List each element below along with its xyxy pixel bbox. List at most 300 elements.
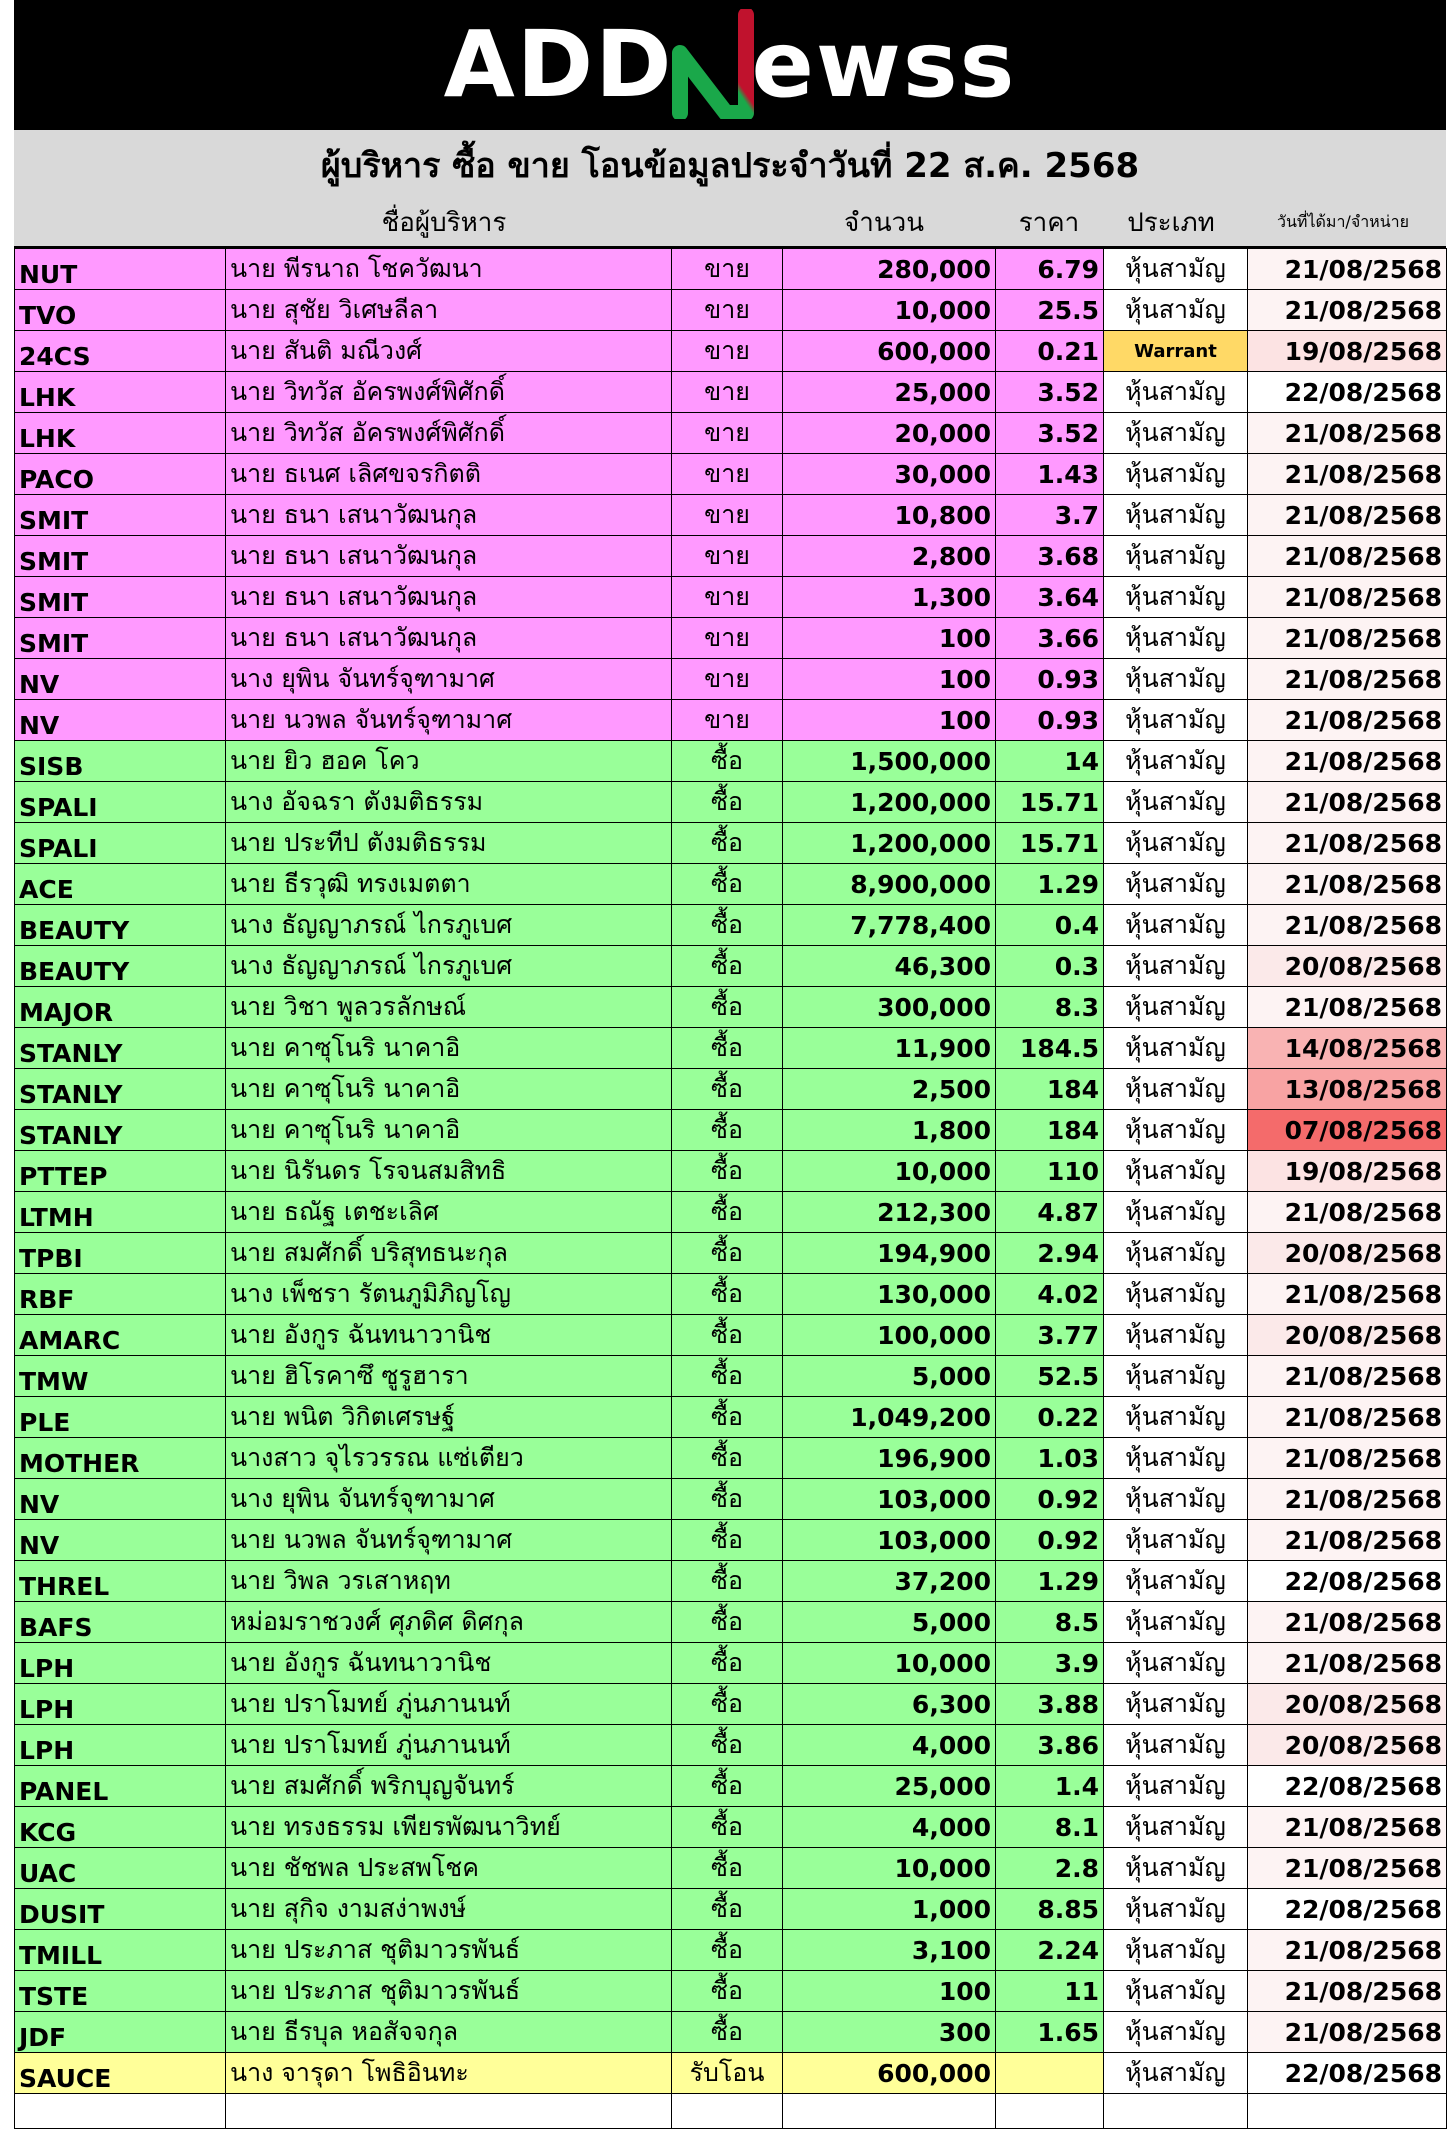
executive-name-cell: นาย สมศักดิ์ พริกบุญจันทร์ — [226, 1766, 672, 1807]
security-type-cell: Warrant — [1104, 331, 1248, 372]
executive-name-cell: นางสาว จุไรวรรณ แซ่เตียว — [226, 1438, 672, 1479]
amount-cell: 46,300 — [783, 946, 996, 987]
price-cell: 8.85 — [996, 1889, 1104, 1930]
amount-cell: 4,000 — [783, 1725, 996, 1766]
executive-name-cell: นาง ธัญญาภรณ์ ไกรภูเบศ — [226, 905, 672, 946]
amount-cell: 300,000 — [783, 987, 996, 1028]
amount-cell: 100 — [783, 659, 996, 700]
date-cell: 21/08/2568 — [1248, 1192, 1447, 1233]
executive-name-cell: นาย ฮิโรคาซึ ซูรูฮารา — [226, 1356, 672, 1397]
action-cell: ซื้อ — [672, 1110, 783, 1151]
brand-banner — [14, 0, 1446, 128]
symbol-cell: KCG — [15, 1807, 226, 1848]
security-type-cell: หุ้นสามัญ — [1104, 1807, 1248, 1848]
table-row — [15, 1971, 1447, 2012]
security-type-cell: หุ้นสามัญ — [1104, 2012, 1248, 2053]
security-type-cell: หุ้นสามัญ — [1104, 1643, 1248, 1684]
security-type-cell: หุ้นสามัญ — [1104, 1192, 1248, 1233]
date-cell: 20/08/2568 — [1248, 1684, 1447, 1725]
date-cell: 20/08/2568 — [1248, 1725, 1447, 1766]
table-row — [15, 987, 1447, 1028]
executive-name-cell: นาย อังกูร ฉันทนาวานิช — [226, 1643, 672, 1684]
amount-cell: 3,100 — [783, 1930, 996, 1971]
price-cell: 3.7 — [996, 495, 1104, 536]
executive-name-cell: นาย ธนา เสนาวัฒนกุล — [226, 536, 672, 577]
symbol-cell: BEAUTY — [15, 905, 226, 946]
amount-cell: 30,000 — [783, 454, 996, 495]
symbol-cell: SMIT — [15, 495, 226, 536]
symbol-cell: JDF — [15, 2012, 226, 2053]
table-row — [15, 1069, 1447, 1110]
symbol-cell: NV — [15, 1479, 226, 1520]
table-row — [15, 331, 1447, 372]
date-cell: 21/08/2568 — [1248, 2012, 1447, 2053]
amount-cell: 103,000 — [783, 1479, 996, 1520]
table-row — [15, 1561, 1447, 1602]
amount-cell: 100 — [783, 1971, 996, 2012]
security-type-cell: หุ้นสามัญ — [1104, 1356, 1248, 1397]
symbol-cell: LPH — [15, 1725, 226, 1766]
date-cell: 19/08/2568 — [1248, 1151, 1447, 1192]
action-cell: ซื้อ — [672, 1233, 783, 1274]
table-row — [15, 1725, 1447, 1766]
table-row — [15, 1028, 1447, 1069]
symbol-cell: LHK — [15, 372, 226, 413]
amount-cell: 1,200,000 — [783, 782, 996, 823]
action-cell: ซื้อ — [672, 946, 783, 987]
security-type-cell: หุ้นสามัญ — [1104, 1479, 1248, 1520]
security-type-cell: หุ้นสามัญ — [1104, 823, 1248, 864]
executive-name-cell: นาย ปราโมทย์ ภู่นภานนท์ — [226, 1684, 672, 1725]
n-logo-icon — [670, 9, 756, 119]
action-cell: ซื้อ — [672, 823, 783, 864]
security-type-cell: หุ้นสามัญ — [1104, 741, 1248, 782]
security-type-cell: หุ้นสามัญ — [1104, 1766, 1248, 1807]
symbol-cell: NV — [15, 659, 226, 700]
security-type-cell: หุ้นสามัญ — [1104, 1274, 1248, 1315]
action-cell: ซื้อ — [672, 782, 783, 823]
amount-cell: 194,900 — [783, 1233, 996, 1274]
action-cell: ซื้อ — [672, 1356, 783, 1397]
date-cell: 21/08/2568 — [1248, 1602, 1447, 1643]
price-cell: 3.77 — [996, 1315, 1104, 1356]
price-cell: 110 — [996, 1151, 1104, 1192]
header-price: ราคา — [1018, 208, 1080, 238]
date-cell: 21/08/2568 — [1248, 1930, 1447, 1971]
price-cell: 1.43 — [996, 454, 1104, 495]
date-cell: 21/08/2568 — [1248, 782, 1447, 823]
price-cell: 6.79 — [996, 249, 1104, 290]
price-cell: 15.71 — [996, 823, 1104, 864]
table-row — [15, 1110, 1447, 1151]
price-cell: 184.5 — [996, 1028, 1104, 1069]
amount-cell: 1,000 — [783, 1889, 996, 1930]
symbol-cell: STANLY — [15, 1069, 226, 1110]
price-cell: 3.68 — [996, 536, 1104, 577]
amount-cell: 7,778,400 — [783, 905, 996, 946]
security-type-cell: หุ้นสามัญ — [1104, 249, 1248, 290]
price-cell: 11 — [996, 1971, 1104, 2012]
amount-cell: 4,000 — [783, 1807, 996, 1848]
symbol-cell: SMIT — [15, 536, 226, 577]
logo-text-right: ewss — [751, 10, 1017, 118]
price-cell: 2.94 — [996, 1233, 1104, 1274]
executive-name-cell: นาย สมศักดิ์ บริสุทธนะกุล — [226, 1233, 672, 1274]
action-cell: ซื้อ — [672, 1069, 783, 1110]
table-row — [15, 1889, 1447, 1930]
date-cell: 21/08/2568 — [1248, 1397, 1447, 1438]
empty-cell — [15, 2094, 226, 2129]
price-cell: 1.29 — [996, 1561, 1104, 1602]
amount-cell: 5,000 — [783, 1356, 996, 1397]
action-cell: ซื้อ — [672, 1028, 783, 1069]
action-cell: ซื้อ — [672, 1643, 783, 1684]
action-cell: ซื้อ — [672, 1889, 783, 1930]
action-cell: ซื้อ — [672, 1438, 783, 1479]
symbol-cell: NV — [15, 1520, 226, 1561]
executive-name-cell: นาย นิรันดร โรจนสมสิทธิ — [226, 1151, 672, 1192]
security-type-cell: หุ้นสามัญ — [1104, 2053, 1248, 2094]
addnewss-logo — [444, 9, 1017, 119]
table-title-bar — [14, 128, 1446, 248]
empty-cell — [996, 2094, 1104, 2129]
security-type-cell: หุ้นสามัญ — [1104, 1725, 1248, 1766]
executive-name-cell: นาย ธเนศ เลิศขจรกิตติ — [226, 454, 672, 495]
amount-cell: 1,049,200 — [783, 1397, 996, 1438]
action-cell: ซื้อ — [672, 1315, 783, 1356]
action-cell: ซื้อ — [672, 1397, 783, 1438]
empty-cell — [1248, 2094, 1447, 2129]
executive-name-cell: นาย นวพล จันทร์จุฑามาศ — [226, 700, 672, 741]
action-cell: ซื้อ — [672, 1192, 783, 1233]
executive-name-cell: นาย ยิว ฮอค โคว — [226, 741, 672, 782]
price-cell: 4.02 — [996, 1274, 1104, 1315]
action-cell: ขาย — [672, 290, 783, 331]
table-row — [15, 1848, 1447, 1889]
executive-name-cell: นาย ธนา เสนาวัฒนกุล — [226, 618, 672, 659]
security-type-cell: หุ้นสามัญ — [1104, 1315, 1248, 1356]
security-type-cell: หุ้นสามัญ — [1104, 1233, 1248, 1274]
executive-name-cell: นาย วิพล วรเสาหฤท — [226, 1561, 672, 1602]
symbol-cell: MAJOR — [15, 987, 226, 1028]
table-row — [15, 1643, 1447, 1684]
symbol-cell: STANLY — [15, 1110, 226, 1151]
price-cell: 1.29 — [996, 864, 1104, 905]
security-type-cell: หุ้นสามัญ — [1104, 987, 1248, 1028]
symbol-cell: 24CS — [15, 331, 226, 372]
date-cell: 21/08/2568 — [1248, 249, 1447, 290]
date-cell: 20/08/2568 — [1248, 946, 1447, 987]
action-cell: ขาย — [672, 331, 783, 372]
security-type-cell: หุ้นสามัญ — [1104, 700, 1248, 741]
table-row — [15, 495, 1447, 536]
header-date: วันที่ได้มา/จำหน่าย — [1276, 212, 1410, 231]
table-row — [15, 1233, 1447, 1274]
executive-name-cell: นาย ชัชพล ประสพโชค — [226, 1848, 672, 1889]
amount-cell: 37,200 — [783, 1561, 996, 1602]
executive-name-cell: นาง เพ็ชรา รัตนภูมิภิญโญ — [226, 1274, 672, 1315]
security-type-cell: หุ้นสามัญ — [1104, 864, 1248, 905]
date-cell: 22/08/2568 — [1248, 1766, 1447, 1807]
action-cell: ซื้อ — [672, 741, 783, 782]
executive-name-cell: นาย สุชัย วิเศษลีลา — [226, 290, 672, 331]
symbol-cell: PACO — [15, 454, 226, 495]
security-type-cell: หุ้นสามัญ — [1104, 577, 1248, 618]
date-cell: 21/08/2568 — [1248, 536, 1447, 577]
executive-name-cell: นาย วิชา พูลวรลักษณ์ — [226, 987, 672, 1028]
date-cell: 20/08/2568 — [1248, 1315, 1447, 1356]
date-cell: 07/08/2568 — [1248, 1110, 1447, 1151]
price-cell: 4.87 — [996, 1192, 1104, 1233]
date-cell: 22/08/2568 — [1248, 1561, 1447, 1602]
date-cell: 21/08/2568 — [1248, 987, 1447, 1028]
executive-name-cell: นาย พีรนาถ โชควัฒนา — [226, 249, 672, 290]
price-cell: 15.71 — [996, 782, 1104, 823]
date-cell: 20/08/2568 — [1248, 1233, 1447, 1274]
price-cell: 184 — [996, 1110, 1104, 1151]
amount-cell: 600,000 — [783, 331, 996, 372]
table-row — [15, 372, 1447, 413]
action-cell: ซื้อ — [672, 1561, 783, 1602]
price-cell: 0.92 — [996, 1479, 1104, 1520]
date-cell: 21/08/2568 — [1248, 1438, 1447, 1479]
table-row — [15, 1684, 1447, 1725]
amount-cell: 130,000 — [783, 1274, 996, 1315]
table-row — [15, 2053, 1447, 2094]
price-cell: 0.21 — [996, 331, 1104, 372]
security-type-cell: หุ้นสามัญ — [1104, 659, 1248, 700]
action-cell: ซื้อ — [672, 1684, 783, 1725]
price-cell: 1.03 — [996, 1438, 1104, 1479]
action-cell: ซื้อ — [672, 864, 783, 905]
security-type-cell: หุ้นสามัญ — [1104, 1520, 1248, 1561]
executive-name-cell: นาย ประภาส ชุติมาวรพันธ์ — [226, 1930, 672, 1971]
action-cell: ขาย — [672, 495, 783, 536]
amount-cell: 25,000 — [783, 1766, 996, 1807]
symbol-cell: PTTEP — [15, 1151, 226, 1192]
price-cell: 14 — [996, 741, 1104, 782]
symbol-cell: NV — [15, 700, 226, 741]
price-cell: 1.65 — [996, 2012, 1104, 2053]
table-row — [15, 1930, 1447, 1971]
transactions-table — [14, 248, 1447, 2129]
header-name: ชื่อผู้บริหาร — [381, 208, 507, 238]
amount-cell: 2,800 — [783, 536, 996, 577]
executive-name-cell: นาง อัจฉรา ตังมติธรรม — [226, 782, 672, 823]
symbol-cell: LPH — [15, 1643, 226, 1684]
executive-name-cell: นาย ธณัฐ เตชะเลิศ — [226, 1192, 672, 1233]
price-cell: 8.3 — [996, 987, 1104, 1028]
executive-name-cell: นาย คาซุโนริ นาคาอิ — [226, 1110, 672, 1151]
symbol-cell: UAC — [15, 1848, 226, 1889]
date-cell: 21/08/2568 — [1248, 1520, 1447, 1561]
date-cell: 22/08/2568 — [1248, 1889, 1447, 1930]
date-cell: 21/08/2568 — [1248, 1274, 1447, 1315]
security-type-cell: หุ้นสามัญ — [1104, 1848, 1248, 1889]
price-cell: 184 — [996, 1069, 1104, 1110]
action-cell: ขาย — [672, 249, 783, 290]
action-cell: ซื้อ — [672, 1725, 783, 1766]
symbol-cell: SAUCE — [15, 2053, 226, 2094]
executive-name-cell: นาย ประภาส ชุติมาวรพันธ์ — [226, 1971, 672, 2012]
security-type-cell: หุ้นสามัญ — [1104, 618, 1248, 659]
symbol-cell: BEAUTY — [15, 946, 226, 987]
empty-row — [15, 2094, 1447, 2129]
table-row — [15, 1274, 1447, 1315]
date-cell: 21/08/2568 — [1248, 1356, 1447, 1397]
date-cell: 21/08/2568 — [1248, 618, 1447, 659]
date-cell: 22/08/2568 — [1248, 2053, 1447, 2094]
table-row — [15, 823, 1447, 864]
table-row — [15, 1151, 1447, 1192]
executive-name-cell: นาย ธีรบุล หอสัจจกุล — [226, 2012, 672, 2053]
security-type-cell: หุ้นสามัญ — [1104, 1971, 1248, 2012]
amount-cell: 196,900 — [783, 1438, 996, 1479]
empty-cell — [226, 2094, 672, 2129]
price-cell — [996, 2053, 1104, 2094]
table-row — [15, 1438, 1447, 1479]
symbol-cell: DUSIT — [15, 1889, 226, 1930]
table-row — [15, 577, 1447, 618]
price-cell: 0.22 — [996, 1397, 1104, 1438]
date-cell: 21/08/2568 — [1248, 1848, 1447, 1889]
executive-name-cell: นาย ธีรวุฒิ ทรงเมตตา — [226, 864, 672, 905]
amount-cell: 6,300 — [783, 1684, 996, 1725]
action-cell: ซื้อ — [672, 1930, 783, 1971]
date-cell: 21/08/2568 — [1248, 1479, 1447, 1520]
price-cell: 3.88 — [996, 1684, 1104, 1725]
action-cell: ซื้อ — [672, 1807, 783, 1848]
executive-name-cell: นาย วิทวัส อัครพงศ์พิศักดิ์ — [226, 372, 672, 413]
amount-cell: 300 — [783, 2012, 996, 2053]
header-type: ประเภท — [1127, 208, 1215, 238]
table-row — [15, 905, 1447, 946]
price-cell: 3.66 — [996, 618, 1104, 659]
security-type-cell: หุ้นสามัญ — [1104, 1069, 1248, 1110]
symbol-cell: MOTHER — [15, 1438, 226, 1479]
executive-name-cell: นาย ธนา เสนาวัฒนกุล — [226, 495, 672, 536]
symbol-cell: NUT — [15, 249, 226, 290]
table-row — [15, 536, 1447, 577]
symbol-cell: STANLY — [15, 1028, 226, 1069]
date-cell: 21/08/2568 — [1248, 1971, 1447, 2012]
date-cell: 21/08/2568 — [1248, 823, 1447, 864]
security-type-cell: หุ้นสามัญ — [1104, 1110, 1248, 1151]
amount-cell: 10,000 — [783, 1151, 996, 1192]
action-cell: ซื้อ — [672, 1602, 783, 1643]
security-type-cell: หุ้นสามัญ — [1104, 905, 1248, 946]
date-cell: 21/08/2568 — [1248, 1643, 1447, 1684]
price-cell: 25.5 — [996, 290, 1104, 331]
security-type-cell: หุ้นสามัญ — [1104, 1151, 1248, 1192]
date-cell: 22/08/2568 — [1248, 372, 1447, 413]
symbol-cell: SMIT — [15, 577, 226, 618]
action-cell: ขาย — [672, 577, 783, 618]
price-cell: 8.1 — [996, 1807, 1104, 1848]
price-cell: 3.64 — [996, 577, 1104, 618]
action-cell: ซื้อ — [672, 1274, 783, 1315]
amount-cell: 103,000 — [783, 1520, 996, 1561]
table-row — [15, 249, 1447, 290]
date-cell: 14/08/2568 — [1248, 1028, 1447, 1069]
executive-name-cell: นาย ทรงธรรม เพียรพัฒนาวิทย์ — [226, 1807, 672, 1848]
price-cell: 2.8 — [996, 1848, 1104, 1889]
price-cell: 52.5 — [996, 1356, 1104, 1397]
table-row — [15, 413, 1447, 454]
security-type-cell: หุ้นสามัญ — [1104, 372, 1248, 413]
security-type-cell: หุ้นสามัญ — [1104, 1889, 1248, 1930]
action-cell: รับโอน — [672, 2053, 783, 2094]
amount-cell: 100 — [783, 700, 996, 741]
table-row — [15, 1520, 1447, 1561]
table-row — [15, 864, 1447, 905]
action-cell: ซื้อ — [672, 1971, 783, 2012]
table-row — [15, 454, 1447, 495]
amount-cell: 10,800 — [783, 495, 996, 536]
action-cell: ขาย — [672, 413, 783, 454]
price-cell: 0.92 — [996, 1520, 1104, 1561]
security-type-cell: หุ้นสามัญ — [1104, 1684, 1248, 1725]
executive-name-cell: นาง ยุพิน จันทร์จุฑามาศ — [226, 659, 672, 700]
amount-cell: 10,000 — [783, 1848, 996, 1889]
symbol-cell: LPH — [15, 1684, 226, 1725]
amount-cell: 2,500 — [783, 1069, 996, 1110]
action-cell: ซื้อ — [672, 1766, 783, 1807]
symbol-cell: SISB — [15, 741, 226, 782]
date-cell: 21/08/2568 — [1248, 454, 1447, 495]
amount-cell: 8,900,000 — [783, 864, 996, 905]
executive-name-cell: นาย คาซุโนริ นาคาอิ — [226, 1069, 672, 1110]
action-cell: ซื้อ — [672, 905, 783, 946]
symbol-cell: PLE — [15, 1397, 226, 1438]
table-row — [15, 946, 1447, 987]
price-cell: 1.4 — [996, 1766, 1104, 1807]
date-cell: 21/08/2568 — [1248, 905, 1447, 946]
table-row — [15, 782, 1447, 823]
symbol-cell: SPALI — [15, 823, 226, 864]
executive-name-cell: นาง ยุพิน จันทร์จุฑามาศ — [226, 1479, 672, 1520]
amount-cell: 5,000 — [783, 1602, 996, 1643]
price-cell: 0.93 — [996, 659, 1104, 700]
symbol-cell: AMARC — [15, 1315, 226, 1356]
security-type-cell: หุ้นสามัญ — [1104, 495, 1248, 536]
action-cell: ซื้อ — [672, 1479, 783, 1520]
symbol-cell: RBF — [15, 1274, 226, 1315]
amount-cell: 11,900 — [783, 1028, 996, 1069]
executive-name-cell: นาย คาซุโนริ นาคาอิ — [226, 1028, 672, 1069]
table-row — [15, 1356, 1447, 1397]
table-row — [15, 2012, 1447, 2053]
table-row — [15, 1479, 1447, 1520]
symbol-cell: TVO — [15, 290, 226, 331]
security-type-cell: หุ้นสามัญ — [1104, 290, 1248, 331]
date-cell: 21/08/2568 — [1248, 741, 1447, 782]
symbol-cell: LHK — [15, 413, 226, 454]
amount-cell: 20,000 — [783, 413, 996, 454]
date-cell: 21/08/2568 — [1248, 577, 1447, 618]
action-cell: ซื้อ — [672, 1848, 783, 1889]
action-cell: ขาย — [672, 536, 783, 577]
security-type-cell: หุ้นสามัญ — [1104, 1397, 1248, 1438]
security-type-cell: หุ้นสามัญ — [1104, 1028, 1248, 1069]
amount-cell: 10,000 — [783, 1643, 996, 1684]
date-cell: 19/08/2568 — [1248, 331, 1447, 372]
table-row — [15, 290, 1447, 331]
amount-cell: 1,500,000 — [783, 741, 996, 782]
symbol-cell: ACE — [15, 864, 226, 905]
date-cell: 21/08/2568 — [1248, 864, 1447, 905]
symbol-cell: TMILL — [15, 1930, 226, 1971]
